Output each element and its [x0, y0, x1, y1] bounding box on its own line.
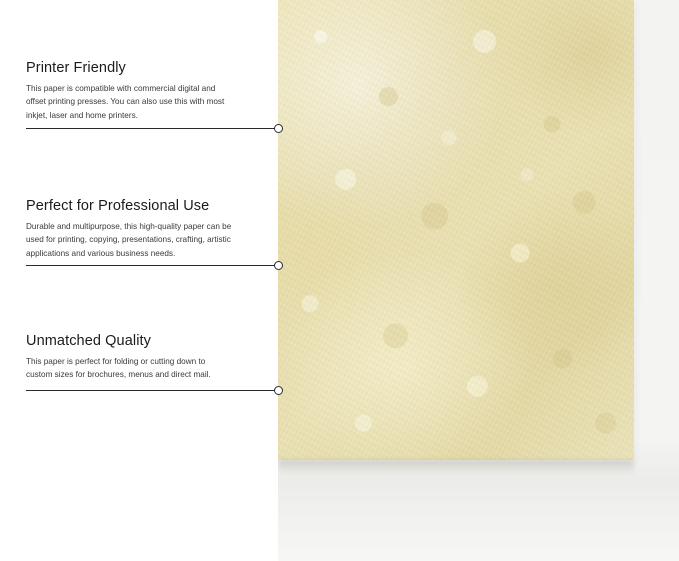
callout-dot: [274, 386, 283, 395]
feature-block-unmatched-quality: [26, 333, 252, 382]
feature-block-professional-use: [26, 198, 252, 260]
feature-description: This paper is perfect for folding or cutting down to custom sizes for brochures, menus and direct mail.: [26, 357, 211, 380]
feature-title: Unmatched Quality: [26, 333, 152, 349]
feature-description: This paper is compatible with commercial digital and offset printing presses. You can also use this with most inkjet, laser and home printers.: [26, 84, 225, 120]
feature-title: Perfect for Professional Use: [26, 198, 210, 214]
feature-title: Printer Friendly: [26, 60, 126, 76]
feature-description: Durable and multipurpose, this high-quality paper can be used for printing, copying, presentations, crafting, artistic applications and various business needs.: [26, 222, 232, 258]
callout-dot: [274, 124, 283, 133]
paper-sheet-image: [278, 0, 634, 460]
callout-line: [26, 265, 278, 266]
callout-dot: [274, 261, 283, 270]
feature-callout-panel: [0, 0, 278, 561]
feature-block-printer-friendly: [26, 60, 252, 122]
product-image-area: [278, 0, 679, 561]
callout-line: [26, 128, 278, 129]
callout-line: [26, 390, 278, 391]
